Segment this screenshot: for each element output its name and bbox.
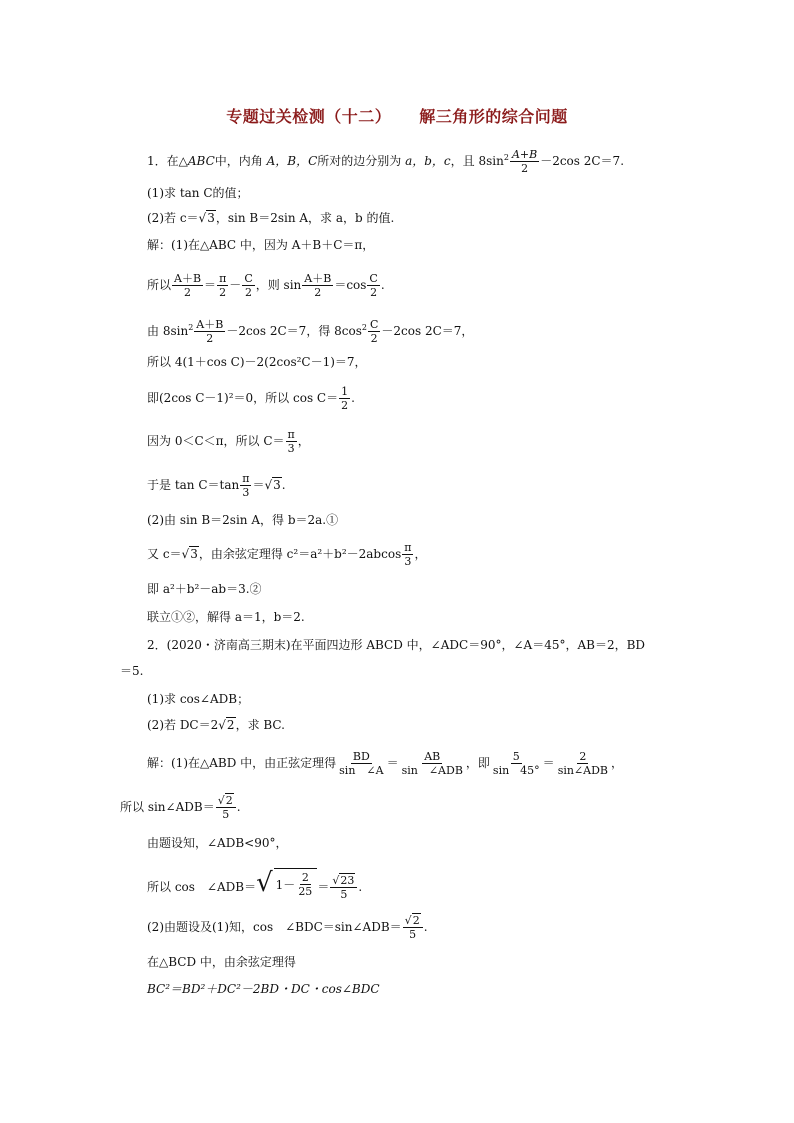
title-part-1: 专题过关检测（十二） [226,107,392,126]
solution-2-line-6: 在△BCD 中，由余弦定理得 [147,955,296,969]
solution-1-line-11: 联立①②，解得 a＝1，b＝2. [147,610,305,624]
solution-1-line-9: 又 c＝√3，由余弦定理得 c²＝a²＋b²－2abcos $\frac{\pi}{3}$ ， [147,541,427,568]
problem-2-question-2: (2)若 DC＝2√2，求 BC. [147,718,285,732]
solution-2-line-7: BC²＝BD²＋DC²－2BD・DC・cos∠BDC [147,982,380,996]
solution-1-line-4: 所以 4(1＋cos C)－2(2cos²C－1)＝7， [147,355,367,369]
problem-2-stem: 2．(2020・济南高三期末)在平面四边形 ABCD 中，∠ADC＝90°，∠A＝45°，AB＝2，BD [147,638,646,652]
page-title [0,104,794,127]
solution-2-line-5: (2)由题设及(1)知，cos ∠BDC＝sin∠ADB＝ $\frac{√2}{5}$ . [147,914,428,941]
problem-1-question-1: (1)求 tan C的值； [147,186,249,200]
problem-2-question-1: (1)求 cos∠ADB； [147,692,250,706]
solution-2-line-2: 所以 sin∠ADB＝ $\frac{√2}{5}$ . [120,794,241,821]
problem-2-stem-continued: ＝5. [120,664,144,678]
solution-1-line-10: 即 a²＋b²－ab＝3.② [147,582,262,596]
problem-1-question-2: (2)若 c＝√3，sin B＝2sin A，求 a，b 的值. [147,211,395,225]
problem-1-stem: 1．在△ABC中，内角 A，B，C所对的边分别为 a，b，c，且 $8\sin^2$ $\frac{A+B}{2}$ －2cos 2C＝7. [147,148,625,175]
solution-1-line-7: 于是 tan C＝tan $\frac{\pi}{3}$ ＝√3. [147,472,286,499]
solution-2-line-1: 解：(1)在△ABD 中，由正弦定理得 $\frac{BD}{\sin \angle A}$ ＝ $\frac{AB}{\text{sin ∠ADB}}$ ，即 $\frac{5}{\sin 45^\circ}$ ＝ $\frac{2}{\text{sin∠ADB}}$ ， [147,750,624,777]
title-part-2: 解三角形的综合问题 [419,107,568,126]
solution-1-line-6: 因为 0＜C＜π，所以 C＝ $\frac{\pi}{3}$ ， [147,428,310,455]
solution-1-line-2: 所以 $\frac{A+B}{2}$ ＝ $\frac{\pi}{2}$ － $\frac{C}{2}$ ，则 sin $\frac{A+B}{2}$ ＝cos $\frac{C}{2}$ . [147,272,385,299]
solution-1-line-1: 解：(1)在△ABC 中，因为 A＋B＋C＝π， [147,238,375,252]
solution-2-line-4: 所以 cos ∠ADB＝ √ 1－ $\frac{2}{25}$ ＝ $\frac{√23}{5}$ . [147,868,363,901]
solution-1-line-3: 由 $8\sin^2$ $\frac{A+B}{2}$ －2cos 2C＝7，得 $8\cos^2$ $\frac{C}{2}$ －2cos 2C＝7， [147,318,474,345]
solution-1-line-8: (2)由 sin B＝2sin A，得 b＝2a.① [147,513,339,527]
solution-1-line-5: 即(2cos C－1)²＝0，所以 cos C＝ $\frac{1}{2}$ . [147,385,355,412]
solution-2-line-3: 由题设知，∠ADB<90°， [147,836,288,850]
